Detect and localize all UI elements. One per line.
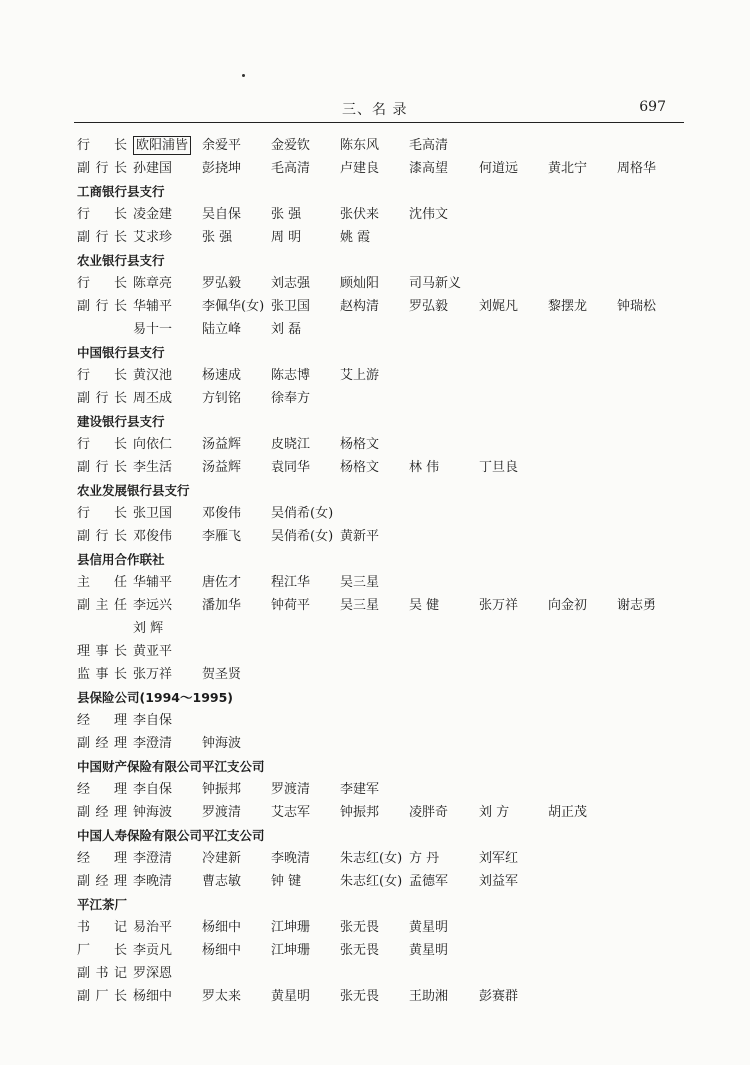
person-name: 刘娓凡 bbox=[479, 299, 519, 314]
position-label: 行 长 bbox=[77, 276, 127, 291]
person-name: 漆高望 bbox=[409, 161, 449, 176]
person-name: 钟振邦 bbox=[202, 782, 242, 797]
person-name: 吴三星 bbox=[340, 575, 380, 590]
person-name: 周丕成 bbox=[133, 391, 173, 406]
person-name: 李自保 bbox=[133, 713, 173, 728]
person-name: 张无畏 bbox=[340, 920, 380, 935]
section-heading: 中国人寿保险有限公司平江支公司 bbox=[77, 828, 265, 843]
person-name: 张万祥 bbox=[479, 598, 519, 613]
list-item bbox=[77, 962, 687, 985]
person-name: 黄北宁 bbox=[548, 161, 588, 176]
position-label: 副行长 bbox=[77, 230, 127, 245]
section-heading: 中国银行县支行 bbox=[77, 345, 165, 360]
person-name: 潘加华 bbox=[202, 598, 242, 613]
person-name: 罗渡清 bbox=[202, 805, 242, 820]
section-heading: 县信用合作联社 bbox=[77, 552, 165, 567]
position-label: 监事长 bbox=[77, 667, 127, 682]
person-name: 张无畏 bbox=[340, 989, 380, 1004]
list-item bbox=[77, 364, 687, 387]
person-name: 汤益辉 bbox=[202, 460, 242, 475]
person-name: 李晚清 bbox=[271, 851, 311, 866]
person-name: 孟德军 bbox=[409, 874, 449, 889]
person-name: 彭挠坤 bbox=[202, 161, 242, 176]
page-header bbox=[74, 96, 684, 122]
list-item bbox=[77, 663, 687, 686]
position-label: 经 理 bbox=[77, 851, 127, 866]
person-name: 曹志敏 bbox=[202, 874, 242, 889]
person-name: 王助湘 bbox=[409, 989, 449, 1004]
person-name: 唐佐才 bbox=[202, 575, 242, 590]
person-name: 刘 磊 bbox=[271, 322, 302, 337]
person-name: 方 丹 bbox=[409, 851, 440, 866]
person-name: 吴三星 bbox=[340, 598, 380, 613]
person-name: 张卫国 bbox=[271, 299, 311, 314]
list-item bbox=[77, 134, 687, 157]
person-name: 周格华 bbox=[617, 161, 657, 176]
list-item bbox=[77, 640, 687, 663]
person-name: 刘 辉 bbox=[133, 621, 164, 636]
person-name: 钟瑞松 bbox=[617, 299, 657, 314]
person-name: 黎摆龙 bbox=[548, 299, 588, 314]
person-name: 黄星明 bbox=[409, 943, 449, 958]
list-item bbox=[77, 870, 687, 893]
person-name: 黄星明 bbox=[271, 989, 311, 1004]
section-heading: 县保险公司(1994～1995) bbox=[77, 690, 234, 705]
position-label: 副主任 bbox=[77, 598, 127, 613]
person-name: 方钊铭 bbox=[202, 391, 242, 406]
section-heading: 工商银行县支行 bbox=[77, 184, 165, 199]
person-name: 毛高清 bbox=[409, 138, 449, 153]
person-name: 司马新义 bbox=[409, 276, 462, 291]
person-name: 陈章亮 bbox=[133, 276, 173, 291]
person-name: 杨细中 bbox=[202, 920, 242, 935]
list-item bbox=[77, 157, 687, 180]
list-item bbox=[77, 617, 687, 640]
list-item bbox=[77, 433, 687, 456]
person-name: 张卫国 bbox=[133, 506, 173, 521]
person-name: 彭赛群 bbox=[479, 989, 519, 1004]
person-name: 李贡凡 bbox=[133, 943, 173, 958]
list-item bbox=[77, 272, 687, 295]
person-name: 邓俊伟 bbox=[202, 506, 242, 521]
person-name: 顾灿阳 bbox=[340, 276, 380, 291]
person-name: 张 强 bbox=[202, 230, 233, 245]
position-label: 行 长 bbox=[77, 506, 127, 521]
person-name: 袁同华 bbox=[271, 460, 311, 475]
person-name: 冷建新 bbox=[202, 851, 242, 866]
person-name: 徐奉方 bbox=[271, 391, 311, 406]
person-name: 沈伟文 bbox=[409, 207, 449, 222]
person-name: 向依仁 bbox=[133, 437, 173, 452]
position-label: 副经理 bbox=[77, 874, 127, 889]
position-label: 副行长 bbox=[77, 529, 127, 544]
list-item bbox=[77, 226, 687, 249]
list-item bbox=[77, 525, 687, 548]
section-heading: 中国财产保险有限公司平江支公司 bbox=[77, 759, 265, 774]
position-label: 副经理 bbox=[77, 736, 127, 751]
person-name: 李澄清 bbox=[133, 851, 173, 866]
person-name: 易十一 bbox=[133, 322, 173, 337]
person-name: 余爱平 bbox=[202, 138, 242, 153]
person-name: 黄新平 bbox=[340, 529, 380, 544]
person-name: 罗深恩 bbox=[133, 966, 173, 981]
person-name: 卢建良 bbox=[340, 161, 380, 176]
person-name: 谢志勇 bbox=[617, 598, 657, 613]
person-name: 张 强 bbox=[271, 207, 302, 222]
section-heading: 农业发展银行县支行 bbox=[77, 483, 190, 498]
list-item bbox=[77, 594, 687, 617]
position-label: 副行长 bbox=[77, 161, 127, 176]
position-label: 书 记 bbox=[77, 920, 127, 935]
person-name: 李自保 bbox=[133, 782, 173, 797]
person-name: 赵构清 bbox=[340, 299, 380, 314]
position-label: 行 长 bbox=[77, 138, 127, 153]
person-name: 陈志博 bbox=[271, 368, 311, 383]
person-name: 贺圣贤 bbox=[202, 667, 242, 682]
list-item bbox=[77, 732, 687, 755]
person-name: 朱志红(女) bbox=[340, 874, 403, 889]
person-name: 凌胖奇 bbox=[409, 805, 449, 820]
person-name: 黄星明 bbox=[409, 920, 449, 935]
person-name: 杨速成 bbox=[202, 368, 242, 383]
header-rule bbox=[74, 122, 684, 123]
list-item bbox=[77, 571, 687, 594]
person-name: 吴俏希(女) bbox=[271, 529, 334, 544]
list-item bbox=[77, 801, 687, 824]
person-name: 杨格文 bbox=[340, 460, 380, 475]
directory-listing bbox=[77, 134, 687, 1008]
position-label: 行 长 bbox=[77, 207, 127, 222]
section-heading: 平江茶厂 bbox=[77, 897, 128, 912]
person-name: 李佩华(女) bbox=[202, 299, 265, 314]
person-name: 张伏来 bbox=[340, 207, 380, 222]
person-name: 李澄清 bbox=[133, 736, 173, 751]
list-item bbox=[77, 939, 687, 962]
person-name: 凌金建 bbox=[133, 207, 173, 222]
person-name: 江坤珊 bbox=[271, 920, 311, 935]
person-name: 华辅平 bbox=[133, 575, 173, 590]
person-name: 皮晓江 bbox=[271, 437, 311, 452]
person-name: 江坤珊 bbox=[271, 943, 311, 958]
person-name: 张万祥 bbox=[133, 667, 173, 682]
person-name: 吴自保 bbox=[202, 207, 242, 222]
person-name: 易治平 bbox=[133, 920, 173, 935]
section-heading: 农业银行县支行 bbox=[77, 253, 165, 268]
list-item bbox=[77, 203, 687, 226]
person-name: 丁旦良 bbox=[479, 460, 519, 475]
position-label: 副行长 bbox=[77, 460, 127, 475]
list-item bbox=[77, 985, 687, 1008]
person-name: 黄亚平 bbox=[133, 644, 173, 659]
person-name: 罗太来 bbox=[202, 989, 242, 1004]
person-name: 胡正茂 bbox=[548, 805, 588, 820]
list-item bbox=[77, 387, 687, 410]
person-name: 林 伟 bbox=[409, 460, 440, 475]
person-name: 罗弘毅 bbox=[202, 276, 242, 291]
person-name: 金爱钦 bbox=[271, 138, 311, 153]
section-heading: 建设银行县支行 bbox=[77, 414, 165, 429]
position-label: 主 任 bbox=[77, 575, 127, 590]
person-name: 何道远 bbox=[479, 161, 519, 176]
person-name: 毛高清 bbox=[271, 161, 311, 176]
list-item bbox=[77, 847, 687, 870]
person-name: 李雁飞 bbox=[202, 529, 242, 544]
person-name: 刘 方 bbox=[479, 805, 510, 820]
person-name: 陆立峰 bbox=[202, 322, 242, 337]
page-number: 697 bbox=[639, 99, 666, 115]
person-name: 刘益军 bbox=[479, 874, 519, 889]
person-name: 周 明 bbox=[271, 230, 302, 245]
position-label: 行 长 bbox=[77, 368, 127, 383]
position-label: 行 长 bbox=[77, 437, 127, 452]
person-name: 艾上游 bbox=[340, 368, 380, 383]
person-name: 李晚清 bbox=[133, 874, 173, 889]
person-name: 钟振邦 bbox=[340, 805, 380, 820]
list-item bbox=[77, 456, 687, 479]
position-label: 副经理 bbox=[77, 805, 127, 820]
person-name: 华辅平 bbox=[133, 299, 173, 314]
person-name: 汤益辉 bbox=[202, 437, 242, 452]
person-name: 杨细中 bbox=[202, 943, 242, 958]
list-item bbox=[77, 502, 687, 525]
person-name: 黄汉池 bbox=[133, 368, 173, 383]
position-label: 副书记 bbox=[77, 966, 127, 981]
person-name: 吴 健 bbox=[409, 598, 440, 613]
person-name: 钟海波 bbox=[202, 736, 242, 751]
person-name: 姚 霞 bbox=[340, 230, 371, 245]
person-name: 杨细中 bbox=[133, 989, 173, 1004]
person-name: 邓俊伟 bbox=[133, 529, 173, 544]
person-name: 孙建国 bbox=[133, 161, 173, 176]
person-name: 艾求珍 bbox=[133, 230, 173, 245]
person-name: 李建军 bbox=[340, 782, 380, 797]
position-label: 经 理 bbox=[77, 782, 127, 797]
person-name: 罗渡清 bbox=[271, 782, 311, 797]
position-label: 理事长 bbox=[77, 644, 127, 659]
person-name: 杨格文 bbox=[340, 437, 380, 452]
position-label: 厂 长 bbox=[77, 943, 127, 958]
position-label: 副行长 bbox=[77, 299, 127, 314]
list-item bbox=[77, 709, 687, 732]
person-name: 刘军红 bbox=[479, 851, 519, 866]
person-name: 张无畏 bbox=[340, 943, 380, 958]
person-name: 李生活 bbox=[133, 460, 173, 475]
person-name: 吴俏希(女) bbox=[271, 506, 334, 521]
position-label: 经 理 bbox=[77, 713, 127, 728]
person-name: 罗弘毅 bbox=[409, 299, 449, 314]
person-name: 欧阳浦皆 bbox=[133, 136, 191, 155]
running-title: 三、名 录 bbox=[342, 102, 408, 118]
list-item bbox=[77, 778, 687, 801]
position-label: 副厂长 bbox=[77, 989, 127, 1004]
list-item bbox=[77, 916, 687, 939]
person-name: 艾志军 bbox=[271, 805, 311, 820]
person-name: 朱志红(女) bbox=[340, 851, 403, 866]
person-name: 向金初 bbox=[548, 598, 588, 613]
person-name: 陈东风 bbox=[340, 138, 380, 153]
person-name: 钟荷平 bbox=[271, 598, 311, 613]
person-name: 钟海波 bbox=[133, 805, 173, 820]
position-label: 副行长 bbox=[77, 391, 127, 406]
list-item bbox=[77, 295, 687, 318]
person-name: 程江华 bbox=[271, 575, 311, 590]
list-item bbox=[77, 318, 687, 341]
person-name: 李远兴 bbox=[133, 598, 173, 613]
person-name: 刘志强 bbox=[271, 276, 311, 291]
stray-mark bbox=[242, 74, 245, 77]
person-name: 钟 键 bbox=[271, 874, 302, 889]
